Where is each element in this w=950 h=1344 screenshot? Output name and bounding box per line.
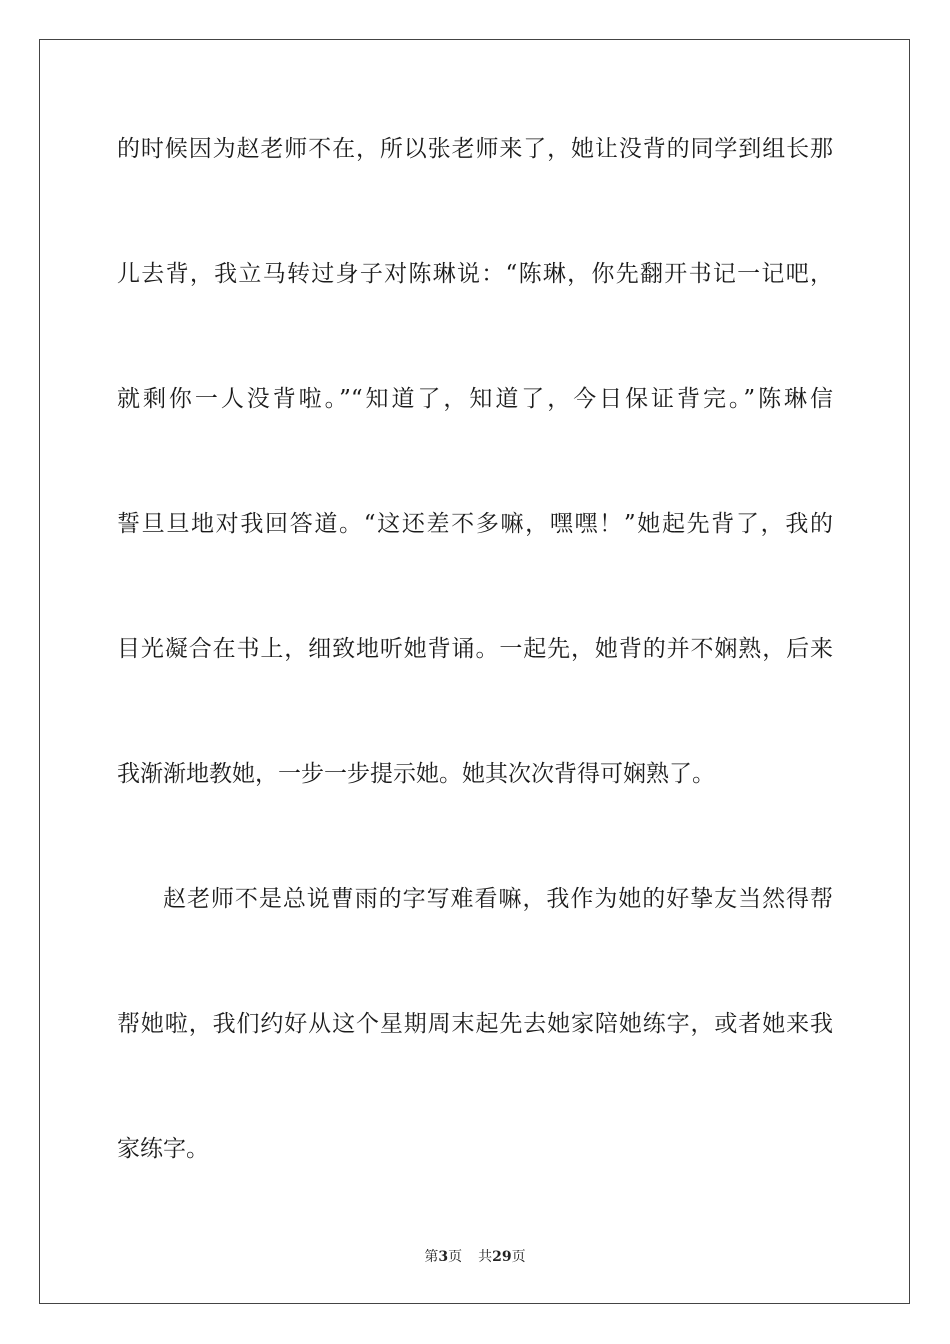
paragraph-line-4: 誓旦旦地对我回答道。“这还差不多嘛，嘿嘿！”她起先背了，我的 (117, 511, 833, 537)
paragraph-line-3: 就剩你一人没背啦。”“知道了，知道了，今日保证背完。”陈琳信 (117, 386, 833, 412)
footer-total-pages: 29 (492, 1249, 512, 1265)
footer-page-suffix: 页 (448, 1249, 463, 1265)
page-border (39, 39, 910, 1304)
paragraph-line-6: 我渐渐地教她，一步一步提示她。她其次次背得可娴熟了。 (117, 761, 715, 787)
footer-total-prefix: 共 (478, 1249, 493, 1265)
paragraph-line-7: 赵老师不是总说曹雨的字写难看嘛，我作为她的好挚友当然得帮 (163, 886, 833, 912)
paragraph-line-5: 目光凝合在书上，细致地听她背诵。一起先，她背的并不娴熟，后来 (117, 636, 833, 662)
footer-page-number: 3 (438, 1249, 449, 1265)
page-footer (0, 1248, 950, 1266)
footer-page-prefix: 第 (424, 1249, 439, 1265)
paragraph-line-1: 的时候因为赵老师不在，所以张老师来了，她让没背的同学到组长那 (117, 136, 833, 162)
paragraph-line-2: 儿去背，我立马转过身子对陈琳说：“陈琳，你先翻开书记一记吧， (117, 261, 833, 287)
footer-total-suffix: 页 (511, 1249, 526, 1265)
paragraph-line-8: 帮她啦，我们约好从这个星期周末起先去她家陪她练字，或者她来我 (117, 1011, 833, 1037)
paragraph-line-9: 家练字。 (117, 1136, 209, 1162)
